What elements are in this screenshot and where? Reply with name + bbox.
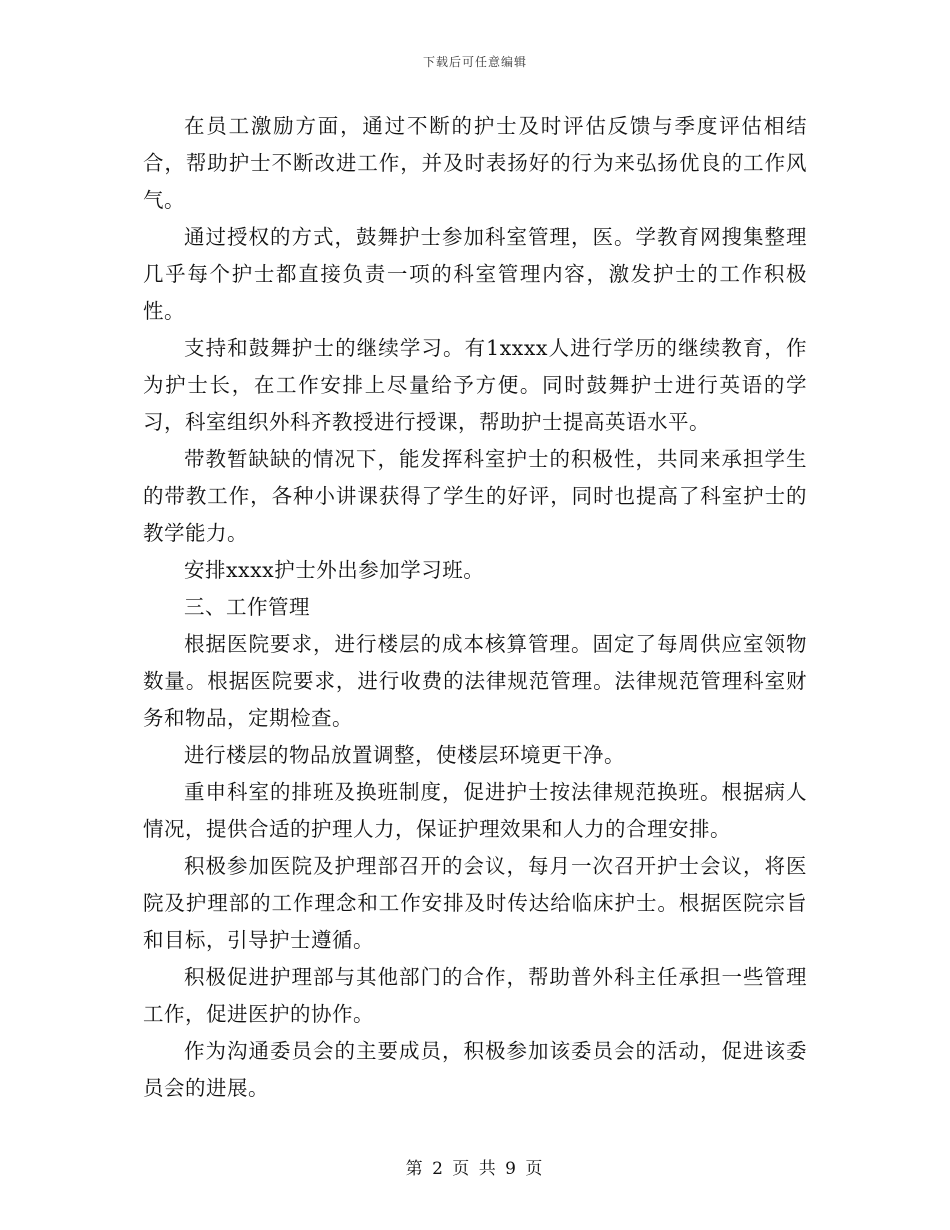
paragraph-teaching: 带教暂缺缺的情况下，能发挥科室护士的积极性，共同来承担学生的带教工作，各种小讲课获得了学生的好评，同时也提高了科室护士的教学能力。 xyxy=(143,447,807,545)
paragraph-scheduling: 重申科室的排班及换班制度，促进护士按法律规范换班。根据病人情况，提供合适的护理人力，保证护理效果和人力的合理安排。 xyxy=(143,780,807,841)
paragraph-cooperation: 积极促进护理部与其他部门的合作，帮助普外科主任承担一些管理工作，促进医护的协作。 xyxy=(143,965,807,1026)
paragraph-authorization: 通过授权的方式，鼓舞护士参加科室管理，医。学教育网搜集整理几乎每个护士都直接负责一项的科室管理内容，激发护士的工作积极性。 xyxy=(143,225,807,323)
document-body xyxy=(143,108,807,1107)
paragraph-continuing-education: 支持和鼓舞护士的继续学习。有1xxxx人进行学历的继续教育，作为护士长，在工作安排上尽量给予方便。同时鼓舞护士进行英语的学习，科室组织外科齐教授进行授课，帮助护士提高英语水平。 xyxy=(143,336,807,434)
page-number: 第 2 页 共 9 页 xyxy=(405,1159,545,1179)
paragraph-committee: 作为沟通委员会的主要成员，积极参加该委员会的活动，促进该委员会的进展。 xyxy=(143,1039,807,1100)
paragraph-staff-motivation: 在员工激励方面，通过不断的护士及时评估反馈与季度评估相结合，帮助护士不断改进工作，并及时表扬好的行为来弘扬优良的工作风气。 xyxy=(143,114,807,212)
page-header: 下载后可任意编辑 xyxy=(422,55,527,69)
paragraph-cost-accounting: 根据医院要求，进行楼层的成本核算管理。固定了每周供应室领物数量。根据医院要求，进行收费的法律规范管理。法律规范管理科室财务和物品，定期检查。 xyxy=(143,632,807,730)
section-heading-work-management: 三、工作管理 xyxy=(184,595,310,619)
paragraph-training-class: 安排xxxx护士外出参加学习班。 xyxy=(184,558,485,582)
paragraph-item-arrangement: 进行楼层的物品放置调整，使楼层环境更干净。 xyxy=(184,743,625,767)
paragraph-meetings: 积极参加医院及护理部召开的会议，每月一次召开护士会议，将医院及护理部的工作理念和工作安排及时传达给临床护士。根据医院宗旨和目标，引导护士遵循。 xyxy=(143,854,807,952)
